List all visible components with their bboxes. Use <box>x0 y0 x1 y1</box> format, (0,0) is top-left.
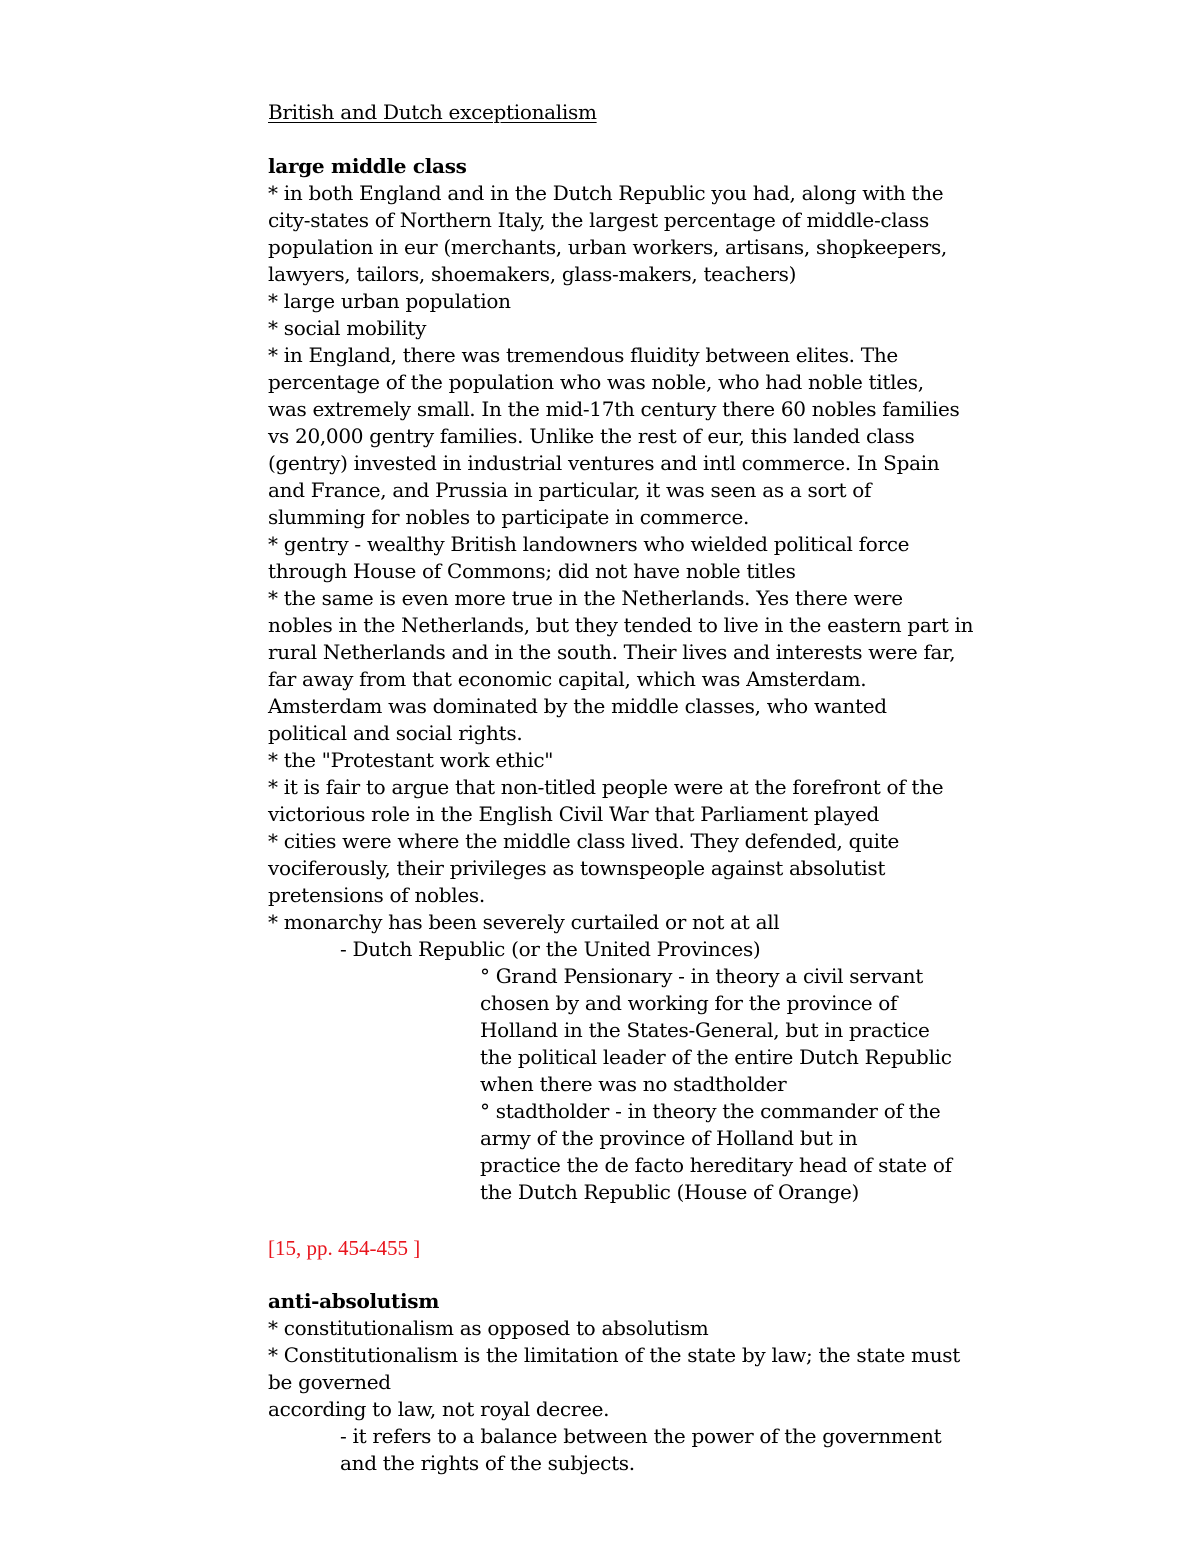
sub-sub-list <box>268 963 952 1206</box>
text-line: rural Netherlands and in the south. Their lives and interests were far, <box>268 640 956 664</box>
text-line: pretensions of nobles. <box>268 883 485 907</box>
text-line: army of the province of Holland but in <box>480 1126 858 1150</box>
text-line: * large urban population <box>268 289 511 313</box>
text-line: * monarchy has been severely curtailed or not at all <box>268 910 780 934</box>
text-line: when there was no stadtholder <box>480 1072 787 1096</box>
spacer <box>268 1206 948 1233</box>
text-line: and the rights of the subjects. <box>340 1451 635 1475</box>
sub-item: - Dutch Republic (or the United Provinces) <box>340 937 761 961</box>
text-line: lawyers, tailors, shoemakers, glass-makers, teachers) <box>268 262 797 286</box>
section-body <box>268 180 974 936</box>
text-line: ° stadtholder - in theory the commander of the <box>480 1099 941 1123</box>
text-line: nobles in the Netherlands, but they tended to live in the eastern part in <box>268 613 974 637</box>
text-line: ° Grand Pensionary - in theory a civil servant <box>480 964 923 988</box>
text-line: * in both England and in the Dutch Republic you had, along with the <box>268 181 944 205</box>
spacer <box>268 1263 948 1288</box>
section-heading: large middle class <box>268 154 467 178</box>
text-line: * the "Protestant work ethic" <box>268 748 554 772</box>
text-line: vociferously, their privileges as townspeople against absolutist <box>268 856 886 880</box>
text-line: * it is fair to argue that non-titled people were at the forefront of the <box>268 775 944 799</box>
text-line: be governed <box>268 1370 391 1394</box>
section-heading: anti-absolutism <box>268 1289 440 1313</box>
text-line: through House of Commons; did not have noble titles <box>268 559 796 583</box>
text-line: * cities were where the middle class lived. They defended, quite <box>268 829 900 853</box>
text-line: far away from that economic capital, which was Amsterdam. <box>268 667 867 691</box>
text-line: vs 20,000 gentry families. Unlike the rest of eur, this landed class <box>268 424 915 448</box>
text-line: (gentry) invested in industrial ventures and intl commerce. In Spain <box>268 451 940 475</box>
citation: [15, pp. 454-455 ] <box>268 1236 421 1260</box>
text-line: * Constitutionalism is the limitation of the state by law; the state must <box>268 1343 960 1367</box>
text-line: according to law, not royal decree. <box>268 1397 610 1421</box>
sub-list <box>268 1423 948 1477</box>
text-line: practice the de facto hereditary head of state of <box>480 1153 952 1177</box>
text-line: percentage of the population who was noble, who had noble titles, <box>268 370 924 394</box>
text-line: the political leader of the entire Dutch Republic <box>480 1045 952 1069</box>
text-line: city-states of Northern Italy, the largest percentage of middle-class <box>268 208 929 232</box>
text-line: political and social rights. <box>268 721 523 745</box>
text-line: and France, and Prussia in particular, it was seen as a sort of <box>268 478 872 502</box>
text-line: * in England, there was tremendous fluidity between elites. The <box>268 343 898 367</box>
spacer <box>268 126 948 153</box>
document-page <box>268 99 974 1477</box>
text-line: population in eur (merchants, urban workers, artisans, shopkeepers, <box>268 235 947 259</box>
text-line: - it refers to a balance between the power of the government <box>340 1424 942 1448</box>
text-line: * constitutionalism as opposed to absolutism <box>268 1316 709 1340</box>
document-title: British and Dutch exceptionalism <box>268 100 597 124</box>
text-line: was extremely small. In the mid-17th century there 60 nobles families <box>268 397 960 421</box>
text-line: victorious role in the English Civil War that Parliament played <box>268 802 880 826</box>
text-line: the Dutch Republic (House of Orange) <box>480 1180 860 1204</box>
section-body <box>268 1315 960 1423</box>
text-line: slumming for nobles to participate in commerce. <box>268 505 750 529</box>
text-line: Amsterdam was dominated by the middle classes, who wanted <box>268 694 887 718</box>
text-line: Holland in the States-General, but in practice <box>480 1018 930 1042</box>
text-line: * gentry - wealthy British landowners who wielded political force <box>268 532 910 556</box>
text-line: * social mobility <box>268 316 427 340</box>
text-line: chosen by and working for the province of <box>480 991 898 1015</box>
text-line: * the same is even more true in the Netherlands. Yes there were <box>268 586 903 610</box>
